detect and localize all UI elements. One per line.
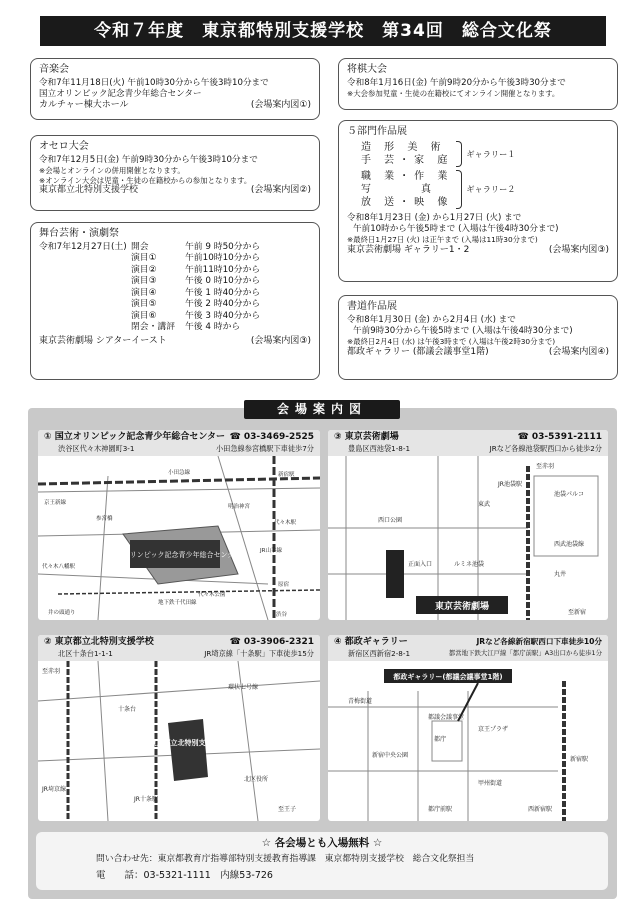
category-item: 写 真 — [361, 184, 436, 195]
event-head: 音楽会 — [39, 64, 69, 75]
program-time: 午後 2 時40分から — [185, 299, 261, 310]
map-venue-label: 国立オリンピック記念青少年総合センター — [108, 551, 242, 559]
map-label: 十条台 — [118, 706, 137, 713]
map-venue-label: 都政ギャラリー(都議会議事堂1階) — [393, 673, 503, 681]
footer — [36, 832, 608, 890]
map-label: 西新宿駅 — [528, 806, 553, 813]
program-time: 午後 3 時40分から — [185, 310, 261, 321]
event-concert — [30, 58, 320, 120]
map-route: JR埼京線「十条駅」下車徒歩15分 — [204, 649, 314, 658]
program-item: 演目⑥ — [131, 310, 157, 321]
map-label: 甲州街道 — [478, 780, 503, 787]
map-label: 小田急線 — [168, 470, 191, 476]
category-item: 職 業・作 業 — [361, 171, 453, 182]
page-title: 令和７年度 東京都特別支援学校 第34回 総合文化祭 — [40, 16, 606, 46]
map-label: 明治神宮 — [228, 504, 251, 510]
map-ref-link[interactable]: (会場案内図③) — [250, 336, 311, 347]
map-label: JR十条駅 — [134, 796, 158, 803]
program-item: 閉会・講評 — [131, 321, 175, 332]
map-label: 至新宿 — [568, 609, 587, 616]
map-num: ④ 都政ギャラリー — [334, 637, 408, 647]
event-head: 将棋大会 — [347, 64, 387, 75]
map-label: 青梅街道 — [348, 698, 373, 705]
event-place: 東京都立北特別支援学校 — [39, 185, 139, 196]
map-kita-school — [38, 635, 320, 821]
map-label: 原宿 — [278, 582, 290, 588]
map-label: 井の頭通り — [48, 610, 76, 616]
event-stage — [30, 222, 320, 380]
map-label: 都庁前駅 — [428, 806, 453, 813]
program-time: 午前11時10分から — [185, 264, 261, 275]
program-item: 演目④ — [131, 287, 157, 298]
program-time: 午後 0 時10分から — [185, 276, 261, 287]
event-head: 舞台芸術・演劇祭 — [39, 228, 119, 239]
map-olympic-center — [38, 430, 320, 620]
map-label: 都庁 — [434, 736, 447, 743]
map-label: 至王子 — [278, 806, 297, 813]
map-label: 西武池袋線 — [554, 541, 585, 548]
event-exhibit — [338, 120, 618, 282]
map-label: 池袋パルコ — [554, 491, 585, 498]
event-note: ※大会参加児童・生徒の在籍校にてオンライン開催となります。 — [347, 89, 560, 99]
map-route: JRなど各線池袋駅西口から徒歩2分 — [489, 444, 602, 453]
event-place: カルチャー棟大ホール — [39, 100, 129, 111]
map-tosei-gallery — [328, 635, 608, 821]
program-item: 開会 — [131, 242, 149, 252]
event-date: 令和7年11月18日(火) 午前10時30分から午後3時10分まで — [39, 78, 269, 88]
program-time: 午後 1 時40分から — [185, 287, 261, 298]
gallery-label: ギャラリー１ — [466, 148, 516, 159]
map-tel: ☎ 03-3906-2321 — [229, 637, 314, 647]
program-item: 演目① — [131, 253, 157, 264]
map-address: 豊島区西池袋1-8-1 — [348, 444, 411, 453]
map-route: JRなど各線新宿駅西口下車徒歩10分 — [476, 637, 602, 646]
program-time: 午前 9 時50分から — [185, 242, 261, 252]
brace — [456, 141, 462, 167]
map-geijutsu-gekijo — [328, 430, 608, 620]
category-item: 造 形 美 術 — [361, 142, 446, 153]
map-label: 西口公園 — [378, 517, 403, 524]
map-section-title: 会場案内図 — [244, 400, 400, 419]
event-date: 令和8年1月30日 (金) から2月4日 (水) まで — [347, 315, 516, 325]
category-item: 手 芸・家 庭 — [361, 155, 453, 166]
event-note: ※最終日1月27日 (火) は正午まで (入場は11時30分まで) — [347, 235, 538, 245]
map-label: JR埼京線 — [42, 786, 66, 793]
event-note: ※最終日2月4日 (水) は午後3時まで (入場は午後2時30分まで) — [347, 337, 556, 347]
map-venue-label: 東京芸術劇場 — [434, 602, 490, 612]
map-label: 代々木駅 — [274, 520, 297, 526]
gallery-label: ギャラリー２ — [466, 184, 516, 195]
map-ref-link[interactable]: (会場案内図②) — [250, 185, 311, 196]
map-address: 渋谷区代々木神園町3-1 — [58, 444, 135, 453]
map-label: 京王新線 — [44, 500, 67, 506]
map-label: 地下鉄千代田線 — [158, 600, 197, 606]
map-label: JR池袋駅 — [498, 481, 522, 488]
map-route: 小田急線参宮橋駅下車徒歩7分 — [215, 444, 314, 453]
map-ref-link[interactable]: (会場案内図③) — [548, 244, 609, 255]
event-head: ５部門作品展 — [347, 126, 407, 137]
map-label: 環状七号線 — [228, 684, 259, 691]
event-note: ※オンライン大会は児童・生徒の在籍校からの参加となります。 — [39, 175, 252, 185]
map-drawing — [38, 456, 320, 620]
map-label: 北区役所 — [244, 776, 269, 783]
map-label: 東武 — [478, 501, 491, 508]
event-date: 令和8年1月23日 (金) から1月27日 (火) まで — [347, 213, 522, 223]
program-item: 演目③ — [131, 276, 157, 287]
map-label: 参宮橋 — [96, 516, 113, 522]
event-time: 午前10時から午後5時まで (入場は午後4時30分まで) — [353, 224, 559, 235]
map-label: 代々木八幡駅 — [42, 564, 76, 570]
map-route: 都営地下鉄大江戸線「都庁前駅」A3出口から徒歩1分 — [448, 649, 602, 657]
event-shogi — [338, 58, 618, 110]
event-calligraphy — [338, 295, 618, 380]
program-item: 演目⑤ — [131, 299, 157, 310]
brace — [456, 170, 462, 209]
map-drawing — [328, 456, 608, 620]
map-tel: ☎ 03-3469-2525 — [229, 432, 314, 442]
event-time: 午前9時30分から午後5時まで (入場は午後4時30分まで) — [353, 326, 573, 337]
map-label: ルミネ池袋 — [454, 561, 485, 568]
event-place: 都政ギャラリー (都議会議事堂1階) — [347, 346, 489, 357]
program-time: 午後 4 時から — [185, 321, 241, 332]
map-num: ② 東京都立北特別支援学校 — [44, 637, 154, 647]
map-label: 渋谷 — [276, 612, 288, 618]
map-label: JR山手線 — [260, 548, 282, 554]
map-label: 代々木公園 — [198, 592, 226, 598]
map-label: 京王プラザ — [478, 726, 509, 733]
event-head: オセロ大会 — [39, 141, 89, 152]
event-date: 令和8年1月16日(金) 午前9時20分から午後3時30分まで — [347, 78, 566, 88]
event-place: 国立オリンピック記念青少年総合センター — [39, 89, 202, 100]
map-venue-label: 東京都立北特別支援学校 — [149, 739, 227, 747]
map-num: ③ 東京芸術劇場 — [334, 432, 399, 442]
map-drawing — [38, 661, 320, 821]
map-ref-link[interactable]: (会場案内図①) — [250, 100, 311, 111]
event-date: 令和7年12月27日(土) — [39, 242, 127, 252]
contact-info: 問い合わせ先：東京都教育庁指導部特別支援教育指導課 東京都特別支援学校 総合文化祭担当 — [96, 854, 475, 864]
category-item: 放 送・映 像 — [361, 197, 453, 208]
map-label: 至赤羽 — [536, 463, 555, 470]
event-head: 書道作品展 — [347, 301, 397, 312]
map-label: 至赤羽 — [42, 668, 61, 675]
map-label: 新宿駅 — [278, 472, 295, 478]
map-address: 新宿区西新宿2-8-1 — [348, 649, 411, 658]
map-tel: ☎ 03-5391-2111 — [517, 432, 602, 442]
event-date: 令和7年12月5日(金) 午前9時30分から午後3時10分まで — [39, 155, 258, 165]
map-label: 都議会議事堂 — [428, 714, 465, 721]
event-othello — [30, 135, 320, 211]
map-label: 正面入口 — [408, 561, 433, 568]
program-item: 演目② — [131, 264, 157, 275]
program-time: 午前10時10分から — [185, 253, 261, 264]
map-address: 北区十条台1-1-1 — [58, 649, 113, 658]
map-label: 新宿中央公園 — [372, 752, 409, 759]
event-note: ※会場とオンラインの併用開催となります。 — [39, 166, 185, 176]
map-label: 新宿駅 — [570, 756, 589, 763]
event-place: 東京芸術劇場 ギャラリー1・2 — [347, 244, 470, 255]
map-ref-link[interactable]: (会場案内図④) — [548, 346, 609, 357]
map-num: ① 国立オリンピック記念青少年総合センター — [44, 432, 226, 442]
map-label: 丸井 — [554, 571, 567, 578]
map-drawing — [328, 661, 608, 821]
contact-tel: 電 話：03-5321-1111 内線53-726 — [96, 870, 273, 881]
event-place: 東京芸術劇場 シアターイースト — [39, 336, 167, 347]
footer-title: ☆ 各会場とも入場無料 ☆ — [261, 837, 383, 849]
